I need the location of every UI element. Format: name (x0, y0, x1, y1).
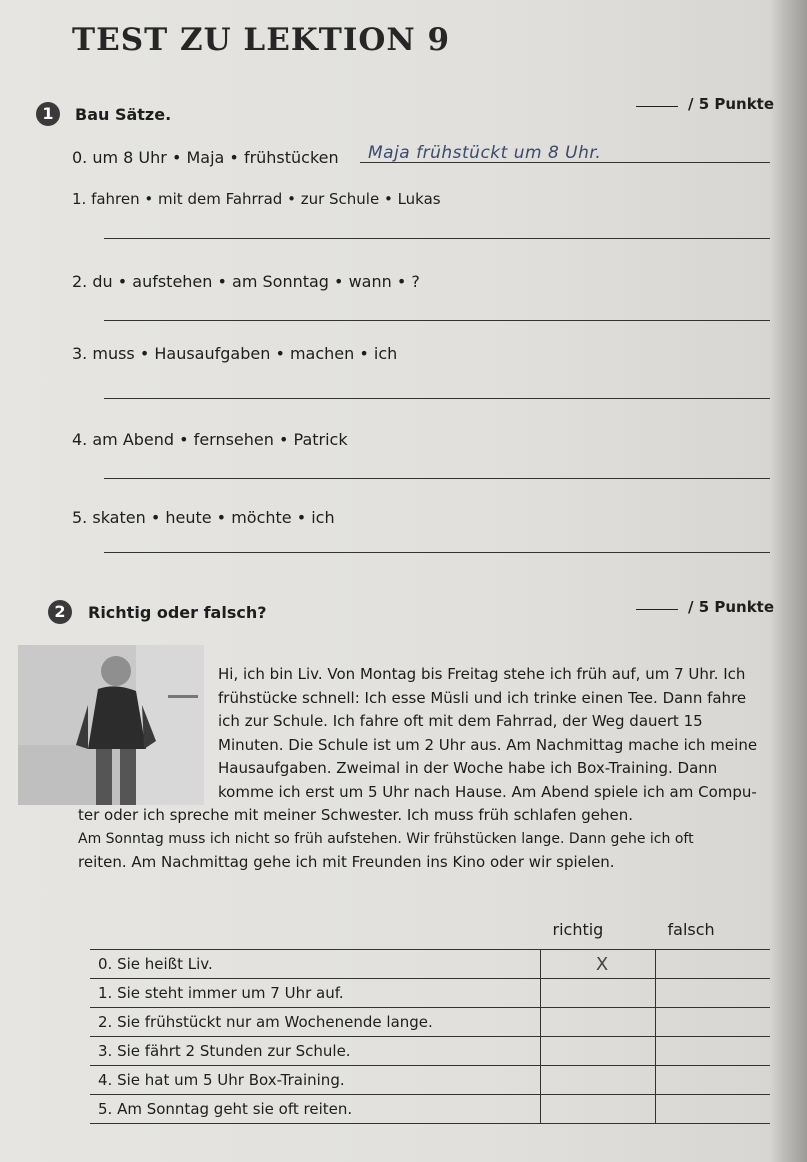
statement-cell: 2. Sie frühstückt nur am Wochenende lange. (90, 1008, 541, 1037)
statement-cell: 1. Sie steht immer um 7 Uhr auf. (90, 979, 541, 1008)
example-prompt: 0. um 8 Uhr • Maja • frühstücken (72, 148, 339, 167)
falsch-checkbox[interactable] (656, 1066, 771, 1095)
exercise-1-title: Bau Sätze. (75, 105, 172, 124)
task-5-answer-line[interactable] (104, 552, 770, 553)
statement-cell: 5. Am Sonntag geht sie oft reiten. (90, 1095, 541, 1124)
statement-cell: 3. Sie fährt 2 Stunden zur Schule. (90, 1037, 541, 1066)
task-5-prompt: 5. skaten • heute • möchte • ich (72, 508, 335, 527)
text-line: Hi, ich bin Liv. Von Montag bis Freitag stehe ich früh auf, um 7 Uhr. Ich (218, 665, 746, 683)
task-4-answer-line[interactable] (104, 478, 770, 479)
page-edge-shadow (769, 0, 807, 1162)
task-1-prompt: 1. fahren • mit dem Fahrrad • zur Schule • Lukas (72, 190, 441, 208)
task-3-prompt: 3. muss • Hausaufgaben • machen • ich (72, 344, 398, 363)
richtig-checkbox[interactable] (541, 979, 656, 1008)
points-label: / 5 Punkte (688, 95, 775, 113)
table-row (90, 1095, 770, 1124)
text-line: Minuten. Die Schule ist um 2 Uhr aus. Am Nachmittag mache ich meine (218, 735, 758, 754)
text-line: ich zur Schule. Ich fahre oft mit dem Fahrrad, der Weg dauert 15 (218, 712, 703, 730)
text-line: Am Sonntag muss ich nicht so früh aufstehen. Wir frühstücken lange. Dann gehe ich oft (78, 830, 694, 847)
text-line: komme ich erst um 5 Uhr nach Hause. Am Abend spiele ich am Compu- (218, 782, 757, 801)
points-blank[interactable] (636, 106, 678, 107)
example-answer-line (360, 162, 770, 163)
task-4-prompt: 4. am Abend • fernsehen • Patrick (72, 430, 348, 449)
falsch-checkbox[interactable] (656, 1008, 771, 1037)
falsch-checkbox[interactable] (656, 1037, 771, 1066)
example-answer: Maja frühstückt um 8 Uhr. (368, 143, 602, 163)
richtig-checkbox[interactable] (541, 1008, 656, 1037)
table-row (90, 1037, 770, 1066)
task-3-answer-line[interactable] (104, 398, 770, 399)
falsch-checkbox[interactable] (656, 950, 771, 979)
statement-header (90, 917, 541, 950)
task-2-prompt: 2. du • aufstehen • am Sonntag • wann • ? (72, 272, 420, 291)
true-false-table (90, 917, 770, 1124)
table-row (90, 979, 770, 1008)
richtig-checkbox[interactable] (541, 1066, 656, 1095)
statement-cell: 0. Sie heißt Liv. (90, 950, 541, 979)
text-line: reiten. Am Nachmittag gehe ich mit Freunden ins Kino oder wir spielen. (78, 853, 615, 871)
exercise-2-title: Richtig oder falsch? (88, 603, 267, 622)
points-label: / 5 Punkte (688, 598, 775, 616)
reading-text (78, 663, 768, 875)
table-row (90, 1008, 770, 1037)
richtig-checkbox[interactable]: X (541, 950, 656, 979)
falsch-checkbox[interactable] (656, 979, 771, 1008)
task-2-answer-line[interactable] (104, 320, 770, 321)
richtig-checkbox[interactable] (541, 1037, 656, 1066)
exercise-1-points (636, 95, 774, 113)
statement-cell: 4. Sie hat um 5 Uhr Box-Training. (90, 1066, 541, 1095)
exercise-1-number-badge: 1 (36, 102, 60, 126)
exercise-2-number-badge: 2 (48, 600, 72, 624)
richtig-checkbox[interactable] (541, 1095, 656, 1124)
exercise-2-points (636, 598, 774, 616)
falsch-header: falsch (667, 919, 715, 939)
text-line: Hausaufgaben. Zweimal in der Woche habe ich Box-Training. Dann (218, 759, 718, 777)
task-1-answer-line[interactable] (104, 238, 770, 239)
falsch-checkbox[interactable] (656, 1095, 771, 1124)
text-line: ter oder ich spreche mit meiner Schwester. Ich muss früh schlafen gehen. (78, 806, 634, 824)
test-title: TEST ZU LEKTION 9 (72, 22, 451, 58)
table-row (90, 950, 770, 979)
table-row (90, 1066, 770, 1095)
text-line: frühstücke schnell: Ich esse Müsli und ich trinke einen Tee. Dann fahre (218, 688, 747, 707)
points-blank[interactable] (636, 609, 678, 610)
richtig-header: richtig (552, 919, 604, 939)
